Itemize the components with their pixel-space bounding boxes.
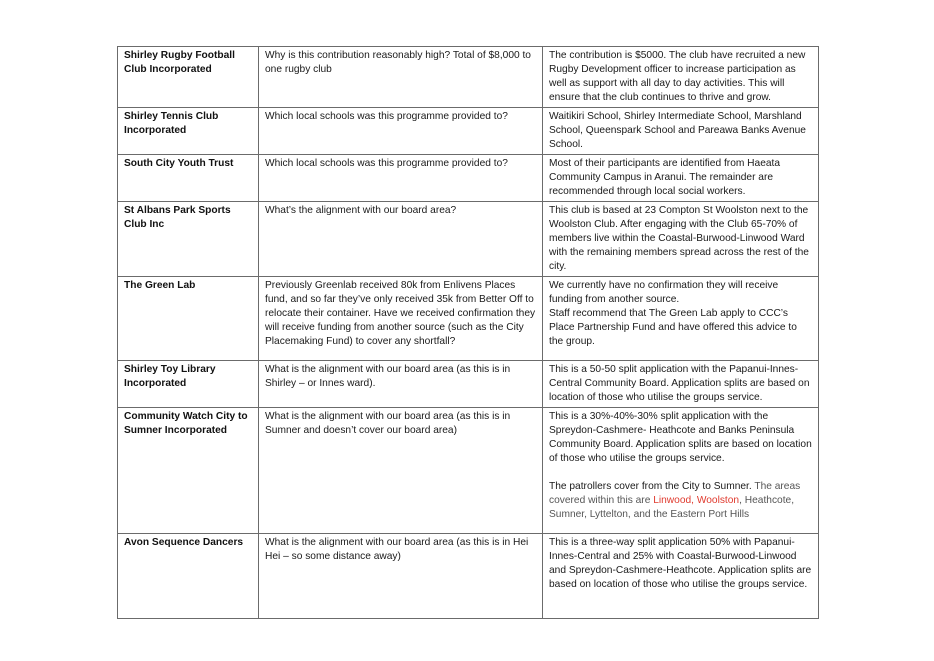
answer-cell: This is a 50-50 split application with the Papanui-Innes-Central Community Board. Application splits are based on location of those who utilise the groups service.	[543, 361, 819, 408]
questions-table	[117, 46, 819, 619]
organisation-cell: Shirley Tennis Club Incorporated	[118, 108, 259, 155]
answer-cell: This club is based at 23 Compton St Woolston next to the Woolston Club. After engaging with the Club 65-70% of members live within the Coastal-Burwood-Linwood Ward with the remaining members spread across the rest of the city.	[543, 202, 819, 277]
answer-cell	[543, 277, 819, 361]
answer-paragraph: This is a 30%-40%-30% split application with the Spreydon-Cashmere- Heathcote and Banks Peninsula Community Board. Application splits are based on location of those who utilise the groups service.	[549, 411, 812, 464]
answer-cell	[543, 408, 819, 534]
organisation-cell: St Albans Park Sports Club Inc	[118, 202, 259, 277]
question-cell: Previously Greenlab received 80k from Enlivens Places fund, and so far they’ve only received 35k from Better Off to relocate their container. Have we received confirmation they will receive funding from another source (such as the City Placemaking Fund) to cover any shortfall?	[259, 277, 543, 361]
highlighted-areas: Linwood, Woolston	[653, 495, 740, 506]
table-row	[118, 534, 819, 619]
answer-cell: The contribution is $5000. The club have recruited a new Rugby Development officer to increase participation as well as support with all day to day activities. This will ensure that the club continues to thrive and grow.	[543, 47, 819, 108]
table-row	[118, 408, 819, 534]
answer-paragraph	[549, 480, 812, 522]
table-row	[118, 47, 819, 108]
table-row	[118, 202, 819, 277]
table-row	[118, 277, 819, 361]
answer-cell: Most of their participants are identified from Haeata Community Campus in Aranui. The remainder are recommended through local social workers.	[543, 155, 819, 202]
question-cell: Which local schools was this programme provided to?	[259, 155, 543, 202]
answer-cell: Waitikiri School, Shirley Intermediate School, Marshland School, Queenspark School and Pareawa Banks Avenue School.	[543, 108, 819, 155]
table-row	[118, 155, 819, 202]
organisation-cell: Avon Sequence Dancers	[118, 534, 259, 619]
question-cell: Why is this contribution reasonably high? Total of $8,000 to one rugby club	[259, 47, 543, 108]
question-cell: What is the alignment with our board area (as this is in Sumner and doesn’t cover our board area)	[259, 408, 543, 534]
answer-text: The patrollers cover from the City to Sumner.	[549, 481, 752, 492]
table-row	[118, 108, 819, 155]
answer-paragraph: We currently have no confirmation they will receive funding from another source.	[549, 280, 779, 305]
organisation-cell: South City Youth Trust	[118, 155, 259, 202]
answer-text: The areas covered within this are	[549, 481, 801, 506]
answer-paragraph: Staff recommend that The Green Lab apply to CCC’s Place Partnership Fund and have offered this advice to the group.	[549, 308, 797, 347]
organisation-cell: Community Watch City to Sumner Incorporated	[118, 408, 259, 534]
question-cell: What’s the alignment with our board area?	[259, 202, 543, 277]
table-row	[118, 361, 819, 408]
question-cell: Which local schools was this programme provided to?	[259, 108, 543, 155]
organisation-cell: Shirley Toy Library Incorporated	[118, 361, 259, 408]
organisation-cell: The Green Lab	[118, 277, 259, 361]
organisation-cell: Shirley Rugby Football Club Incorporated	[118, 47, 259, 108]
question-cell: What is the alignment with our board area (as this is in Shirley – or Innes ward).	[259, 361, 543, 408]
answer-cell: This is a three-way split application 50% with Papanui-Innes-Central and 25% with Coastal-Burwood-Linwood and Spreydon-Cashmere-Heathcote. Application splits are based on location of those who utilise the groups service.	[543, 534, 819, 619]
answer-text: , Heathcote, Sumner, Lyttelton, and the Eastern Port Hills	[549, 495, 795, 520]
question-cell: What is the alignment with our board area (as this is in Hei Hei – so some distance away)	[259, 534, 543, 619]
